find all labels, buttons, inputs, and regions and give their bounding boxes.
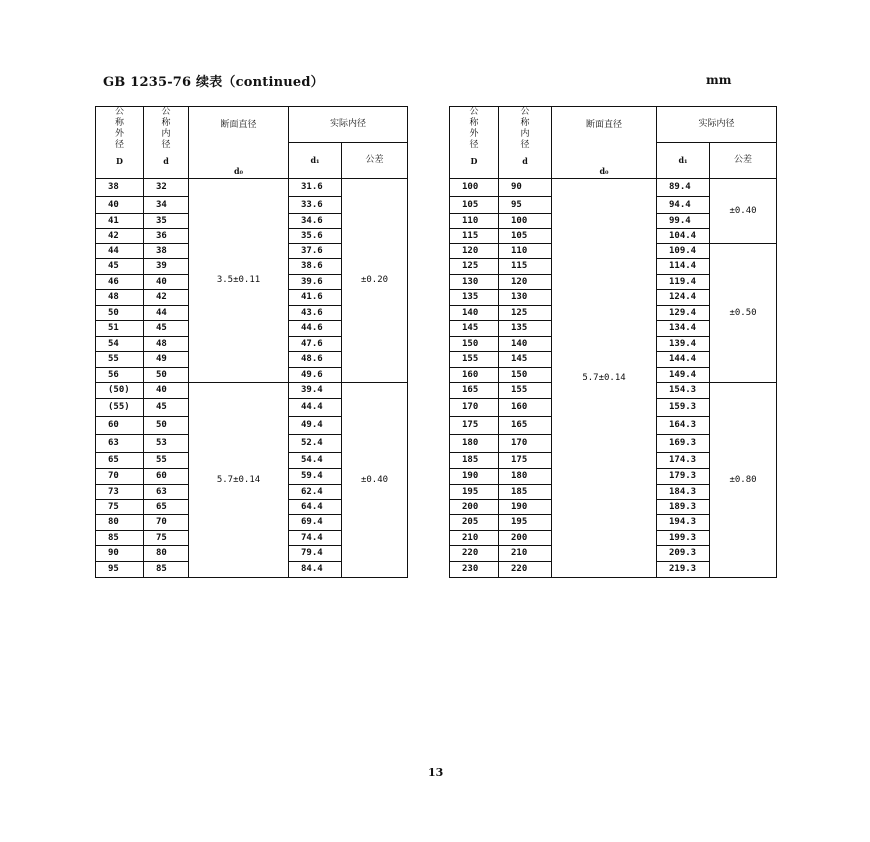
cell-actual-inner: 43.6 <box>289 306 342 321</box>
cell-inner-diameter: 90 <box>499 179 552 197</box>
cell-inner-diameter: 32 <box>144 179 189 197</box>
cell-inner-diameter: 115 <box>499 259 552 275</box>
cell-actual-inner: 169.3 <box>657 435 710 453</box>
unit-label: mm <box>706 73 732 87</box>
cell-actual-inner: 44.6 <box>289 321 342 337</box>
cell-actual-inner: 41.6 <box>289 290 342 306</box>
cell-outer-diameter: 75 <box>96 500 144 515</box>
cell-actual-inner: 74.4 <box>289 531 342 546</box>
cell-actual-inner: 219.3 <box>657 562 710 578</box>
cell-actual-inner: 64.4 <box>289 500 342 515</box>
cell-inner-diameter: 53 <box>144 435 189 453</box>
header-nominal-outer: 公称外径 D <box>450 107 499 179</box>
cell-outer-diameter: 40 <box>96 197 144 214</box>
header-d1: d₁ <box>657 143 710 179</box>
cell-tolerance: ±0.20 <box>342 179 408 383</box>
cell-inner-diameter: 190 <box>499 500 552 515</box>
cell-inner-diameter: 38 <box>144 244 189 259</box>
cell-actual-inner: 194.3 <box>657 515 710 531</box>
cell-outer-diameter: 200 <box>450 500 499 515</box>
cell-actual-inner: 49.4 <box>289 417 342 435</box>
cell-tolerance: ±0.50 <box>710 244 777 383</box>
cell-actual-inner: 37.6 <box>289 244 342 259</box>
header-actual-inner: 实际内径 <box>657 107 777 143</box>
page-title: GB 1235-76 续表（continued） <box>103 75 324 90</box>
cell-actual-inner: 35.6 <box>289 229 342 244</box>
cell-inner-diameter: 34 <box>144 197 189 214</box>
cell-inner-diameter: 63 <box>144 485 189 500</box>
header-d1: d₁ <box>289 143 342 179</box>
cell-outer-diameter: 38 <box>96 179 144 197</box>
cell-inner-diameter: 49 <box>144 352 189 368</box>
cell-outer-diameter: 190 <box>450 469 499 485</box>
cell-outer-diameter: 60 <box>96 417 144 435</box>
cell-inner-diameter: 195 <box>499 515 552 531</box>
cell-inner-diameter: 40 <box>144 275 189 290</box>
cell-inner-diameter: 125 <box>499 306 552 321</box>
cell-inner-diameter: 185 <box>499 485 552 500</box>
cell-actual-inner: 31.6 <box>289 179 342 197</box>
cell-actual-inner: 174.3 <box>657 453 710 469</box>
cell-actual-inner: 189.3 <box>657 500 710 515</box>
cell-outer-diameter: 54 <box>96 337 144 352</box>
cell-inner-diameter: 165 <box>499 417 552 435</box>
cell-inner-diameter: 55 <box>144 453 189 469</box>
cell-actual-inner: 89.4 <box>657 179 710 197</box>
cell-inner-diameter: 35 <box>144 214 189 229</box>
cell-inner-diameter: 130 <box>499 290 552 306</box>
cell-inner-diameter: 65 <box>144 500 189 515</box>
cell-actual-inner: 33.6 <box>289 197 342 214</box>
cell-actual-inner: 38.6 <box>289 259 342 275</box>
cell-inner-diameter: 210 <box>499 546 552 562</box>
cell-inner-diameter: 105 <box>499 229 552 244</box>
cell-outer-diameter: 130 <box>450 275 499 290</box>
cell-outer-diameter: 125 <box>450 259 499 275</box>
cell-inner-diameter: 150 <box>499 368 552 383</box>
cell-outer-diameter: 56 <box>96 368 144 383</box>
cell-inner-diameter: 160 <box>499 399 552 417</box>
cell-actual-inner: 149.4 <box>657 368 710 383</box>
cell-outer-diameter: 155 <box>450 352 499 368</box>
cell-inner-diameter: 180 <box>499 469 552 485</box>
cell-actual-inner: 99.4 <box>657 214 710 229</box>
cell-inner-diameter: 50 <box>144 417 189 435</box>
table-row <box>450 179 777 197</box>
table-row <box>96 179 408 197</box>
cell-actual-inner: 114.4 <box>657 259 710 275</box>
cell-actual-inner: 159.3 <box>657 399 710 417</box>
cell-outer-diameter: 140 <box>450 306 499 321</box>
cell-actual-inner: 49.6 <box>289 368 342 383</box>
cell-actual-inner: 39.4 <box>289 383 342 399</box>
cell-inner-diameter: 170 <box>499 435 552 453</box>
cell-actual-inner: 94.4 <box>657 197 710 214</box>
cell-outer-diameter: (55) <box>96 399 144 417</box>
cell-actual-inner: 209.3 <box>657 546 710 562</box>
cell-actual-inner: 79.4 <box>289 546 342 562</box>
cell-actual-inner: 154.3 <box>657 383 710 399</box>
cell-tolerance: ±0.40 <box>342 383 408 578</box>
cell-actual-inner: 34.6 <box>289 214 342 229</box>
cell-inner-diameter: 140 <box>499 337 552 352</box>
cell-section-diameter: 5.7±0.14 <box>189 383 289 578</box>
header-actual-inner: 实际内径 <box>289 107 408 143</box>
header-tolerance: 公差 <box>710 143 777 179</box>
cell-outer-diameter: 46 <box>96 275 144 290</box>
cell-inner-diameter: 44 <box>144 306 189 321</box>
cell-actual-inner: 199.3 <box>657 531 710 546</box>
cell-outer-diameter: 115 <box>450 229 499 244</box>
cell-outer-diameter: 55 <box>96 352 144 368</box>
cell-inner-diameter: 80 <box>144 546 189 562</box>
cell-inner-diameter: 75 <box>144 531 189 546</box>
header-section-diameter: 断面直径 d₀ <box>552 107 657 179</box>
cell-section-diameter: 5.7±0.14 <box>552 179 657 578</box>
cell-outer-diameter: 205 <box>450 515 499 531</box>
cell-actual-inner: 48.6 <box>289 352 342 368</box>
left-table <box>95 106 408 578</box>
cell-actual-inner: 54.4 <box>289 453 342 469</box>
cell-outer-diameter: 195 <box>450 485 499 500</box>
cell-inner-diameter: 155 <box>499 383 552 399</box>
header-nominal-outer: 公称外径 D <box>96 107 144 179</box>
header-nominal-inner: 公称内径 d <box>144 107 189 179</box>
cell-outer-diameter: 185 <box>450 453 499 469</box>
cell-outer-diameter: 45 <box>96 259 144 275</box>
cell-actual-inner: 47.6 <box>289 337 342 352</box>
cell-outer-diameter: 85 <box>96 531 144 546</box>
cell-outer-diameter: 51 <box>96 321 144 337</box>
right-table <box>449 106 777 578</box>
cell-outer-diameter: 175 <box>450 417 499 435</box>
cell-outer-diameter: 95 <box>96 562 144 578</box>
cell-inner-diameter: 95 <box>499 197 552 214</box>
cell-inner-diameter: 100 <box>499 214 552 229</box>
cell-inner-diameter: 200 <box>499 531 552 546</box>
cell-outer-diameter: 120 <box>450 244 499 259</box>
cell-inner-diameter: 85 <box>144 562 189 578</box>
cell-outer-diameter: 150 <box>450 337 499 352</box>
cell-inner-diameter: 39 <box>144 259 189 275</box>
header-tolerance: 公差 <box>342 143 408 179</box>
cell-outer-diameter: 110 <box>450 214 499 229</box>
cell-outer-diameter: 44 <box>96 244 144 259</box>
cell-outer-diameter: 90 <box>96 546 144 562</box>
cell-outer-diameter: 65 <box>96 453 144 469</box>
cell-inner-diameter: 135 <box>499 321 552 337</box>
page-number: 13 <box>428 766 444 779</box>
cell-section-diameter: 3.5±0.11 <box>189 179 289 383</box>
cell-outer-diameter: 73 <box>96 485 144 500</box>
cell-actual-inner: 52.4 <box>289 435 342 453</box>
cell-outer-diameter: 230 <box>450 562 499 578</box>
cell-outer-diameter: 170 <box>450 399 499 417</box>
cell-outer-diameter: 48 <box>96 290 144 306</box>
cell-inner-diameter: 50 <box>144 368 189 383</box>
cell-actual-inner: 129.4 <box>657 306 710 321</box>
cell-actual-inner: 119.4 <box>657 275 710 290</box>
cell-inner-diameter: 110 <box>499 244 552 259</box>
cell-outer-diameter: 50 <box>96 306 144 321</box>
cell-actual-inner: 62.4 <box>289 485 342 500</box>
cell-tolerance: ±0.40 <box>710 179 777 244</box>
cell-actual-inner: 59.4 <box>289 469 342 485</box>
cell-inner-diameter: 120 <box>499 275 552 290</box>
cell-outer-diameter: 42 <box>96 229 144 244</box>
cell-inner-diameter: 42 <box>144 290 189 306</box>
cell-outer-diameter: 41 <box>96 214 144 229</box>
cell-actual-inner: 84.4 <box>289 562 342 578</box>
cell-outer-diameter: 100 <box>450 179 499 197</box>
cell-inner-diameter: 220 <box>499 562 552 578</box>
cell-inner-diameter: 175 <box>499 453 552 469</box>
cell-actual-inner: 184.3 <box>657 485 710 500</box>
cell-inner-diameter: 40 <box>144 383 189 399</box>
table-row <box>96 383 408 399</box>
cell-outer-diameter: 105 <box>450 197 499 214</box>
cell-inner-diameter: 48 <box>144 337 189 352</box>
cell-outer-diameter: 70 <box>96 469 144 485</box>
cell-inner-diameter: 45 <box>144 321 189 337</box>
cell-outer-diameter: 160 <box>450 368 499 383</box>
cell-inner-diameter: 45 <box>144 399 189 417</box>
cell-inner-diameter: 70 <box>144 515 189 531</box>
cell-actual-inner: 104.4 <box>657 229 710 244</box>
cell-outer-diameter: 145 <box>450 321 499 337</box>
cell-outer-diameter: 210 <box>450 531 499 546</box>
cell-actual-inner: 134.4 <box>657 321 710 337</box>
cell-outer-diameter: 63 <box>96 435 144 453</box>
cell-outer-diameter: 80 <box>96 515 144 531</box>
cell-actual-inner: 124.4 <box>657 290 710 306</box>
cell-outer-diameter: 180 <box>450 435 499 453</box>
cell-tolerance: ±0.80 <box>710 383 777 578</box>
cell-actual-inner: 44.4 <box>289 399 342 417</box>
cell-outer-diameter: (50) <box>96 383 144 399</box>
cell-outer-diameter: 135 <box>450 290 499 306</box>
cell-actual-inner: 39.6 <box>289 275 342 290</box>
cell-inner-diameter: 36 <box>144 229 189 244</box>
cell-outer-diameter: 220 <box>450 546 499 562</box>
cell-actual-inner: 179.3 <box>657 469 710 485</box>
cell-inner-diameter: 60 <box>144 469 189 485</box>
cell-inner-diameter: 145 <box>499 352 552 368</box>
header-nominal-inner: 公称内径 d <box>499 107 552 179</box>
header-section-diameter: 断面直径 d₀ <box>189 107 289 179</box>
cell-actual-inner: 109.4 <box>657 244 710 259</box>
cell-actual-inner: 144.4 <box>657 352 710 368</box>
cell-outer-diameter: 165 <box>450 383 499 399</box>
cell-actual-inner: 164.3 <box>657 417 710 435</box>
cell-actual-inner: 69.4 <box>289 515 342 531</box>
cell-actual-inner: 139.4 <box>657 337 710 352</box>
